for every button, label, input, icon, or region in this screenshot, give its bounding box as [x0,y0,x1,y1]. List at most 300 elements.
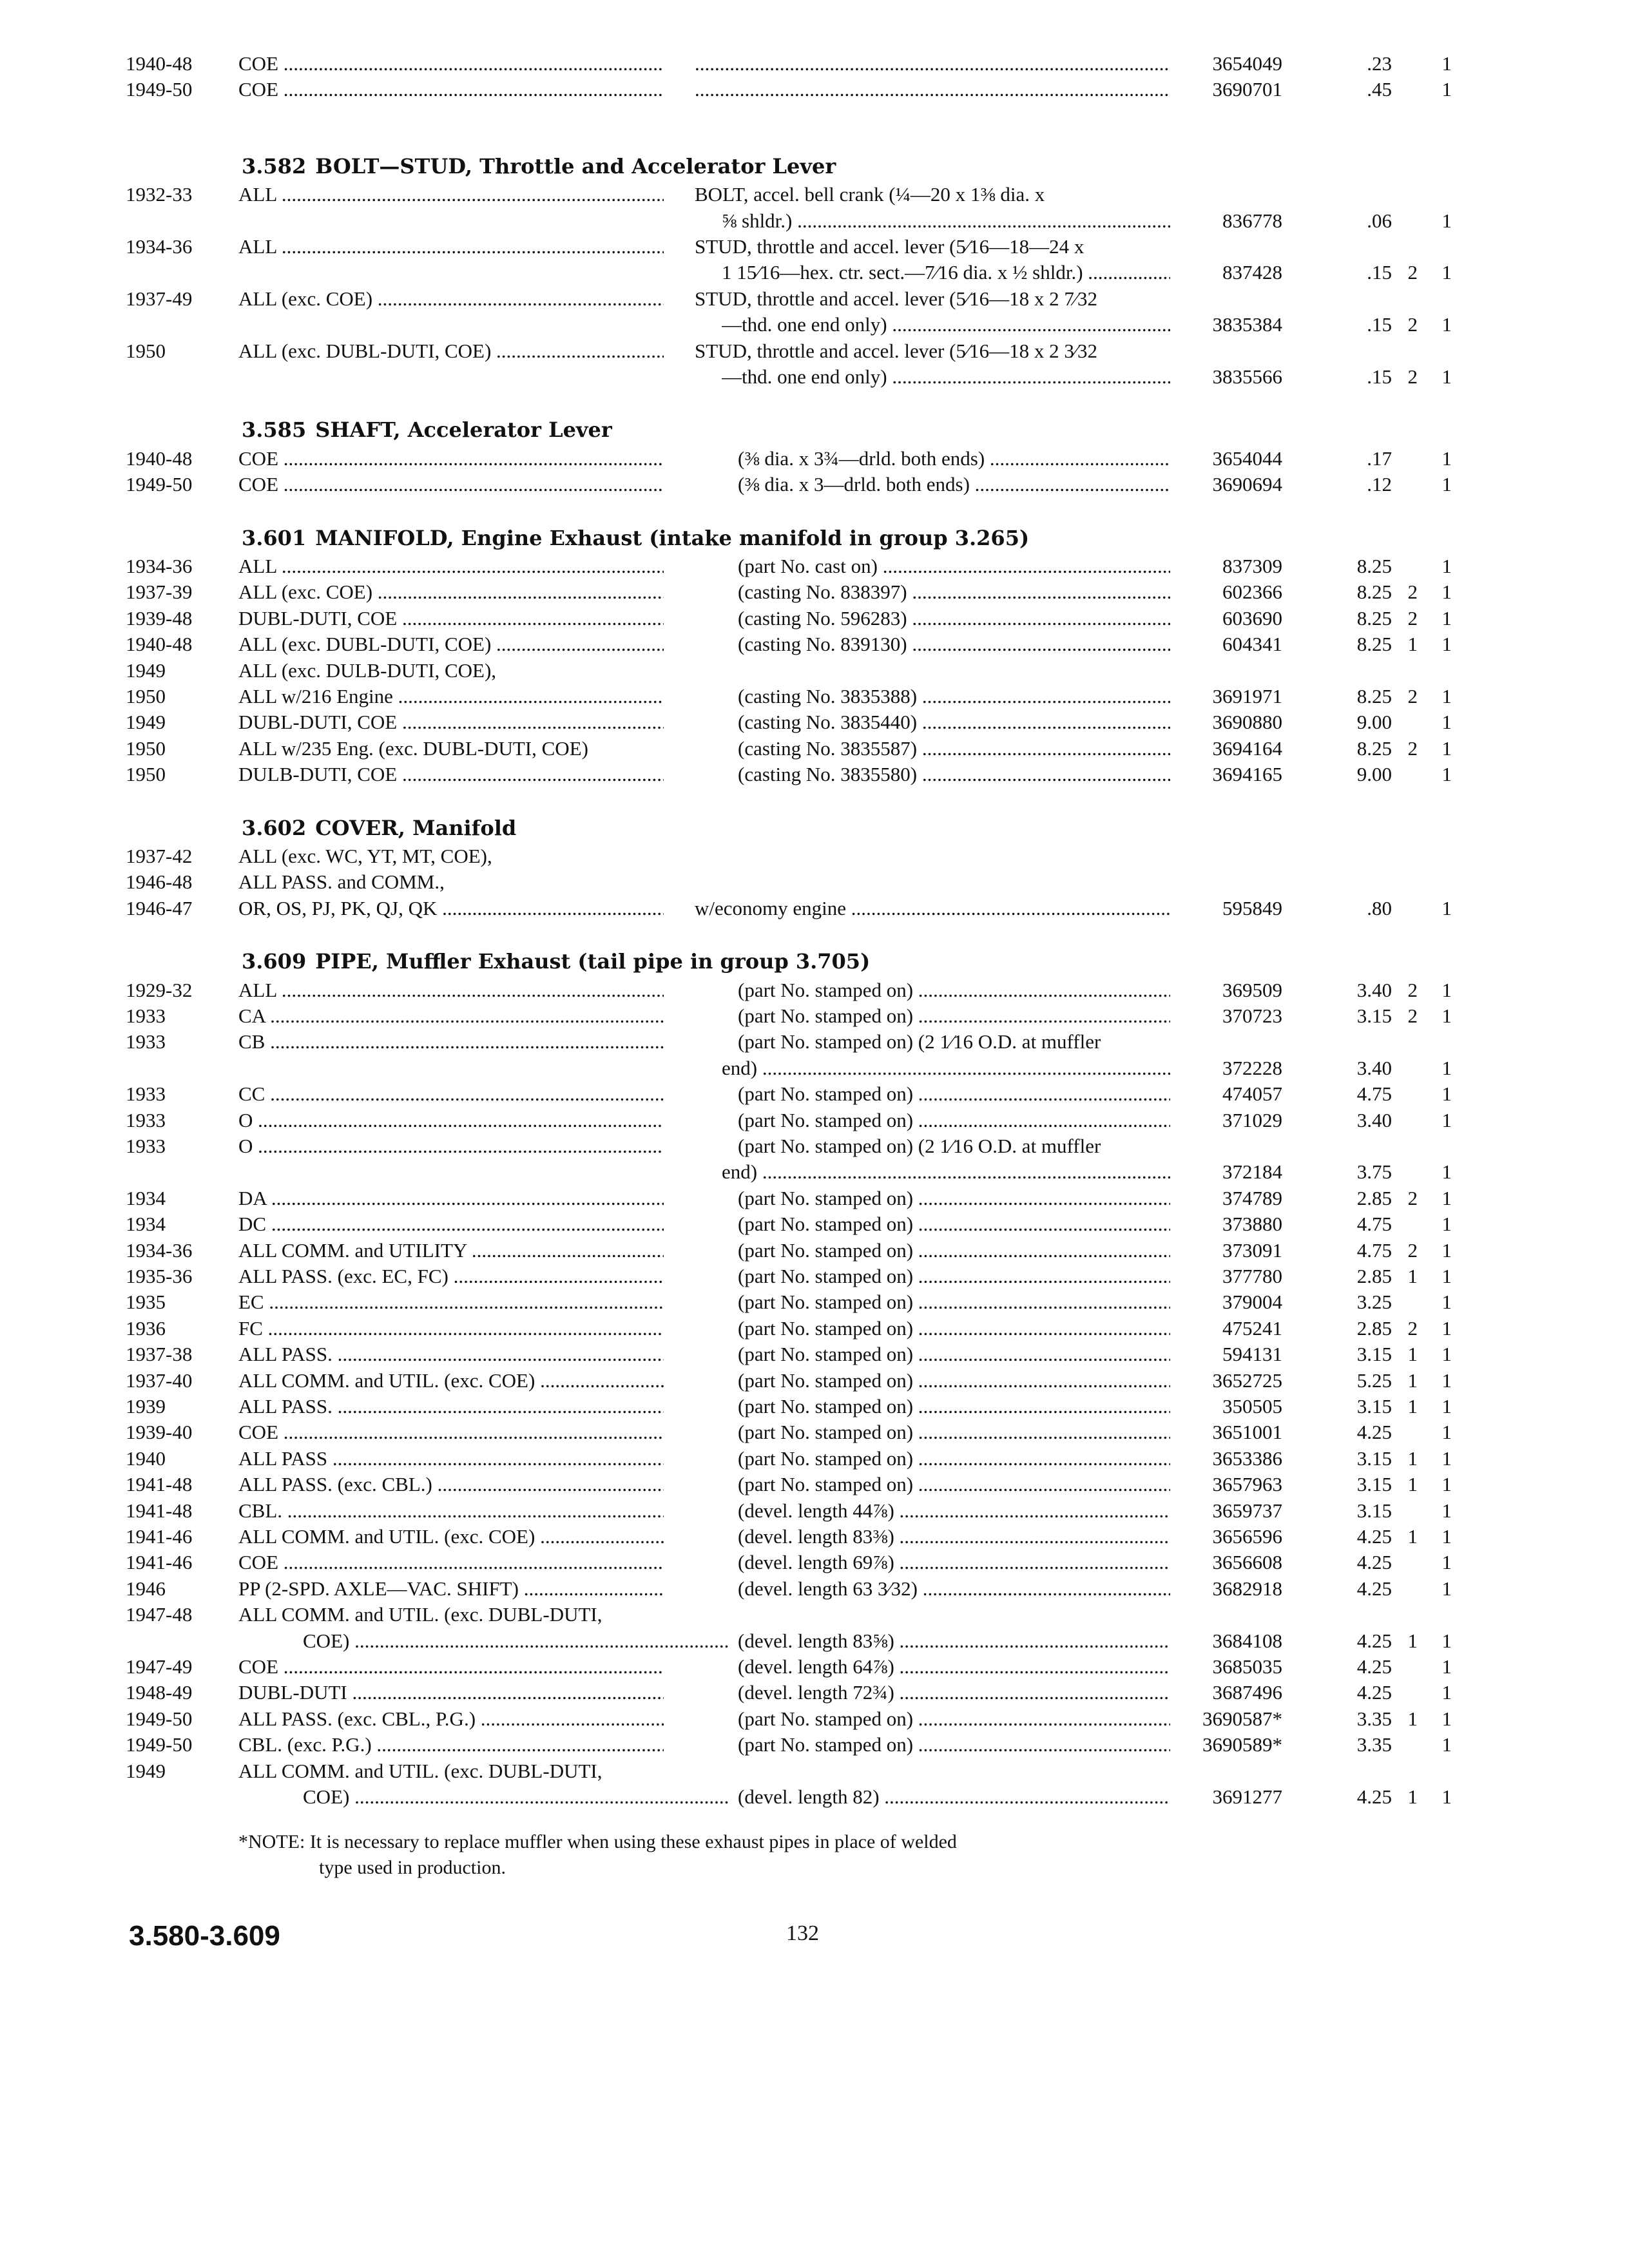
model-applicability: ALL ..... [238,977,664,1003]
part-number: 3656608 [1212,1551,1282,1574]
part-description: (casting No. 838397) ..... [738,579,1170,605]
part-description: (devel. length 44⅞) ..... [738,1498,1170,1524]
model-applicability: ALL PASS. (exc. CBL.) ..... [238,1472,664,1497]
model-applicability: ALL (exc. COE) ..... [238,579,664,605]
year-range: 1933 [126,1135,166,1157]
quantity-column-2: 1 [1441,633,1452,656]
year-range: 1929-32 [126,978,193,1001]
year-range: 1937-39 [126,581,193,604]
model-applicability: DA ..... [238,1186,664,1211]
year-range: 1949 [126,711,166,734]
part-number: 3654049 [1212,52,1282,75]
year-range: 1933 [126,1108,166,1131]
model-applicability: CBL. ..... [238,1498,664,1524]
quantity-column-1: 1 [1407,1369,1418,1392]
model-applicability: DUBL-DUTI ..... [238,1680,664,1706]
section-heading [242,153,836,179]
part-number: 371029 [1222,1108,1282,1131]
year-range: 1941-46 [126,1551,193,1574]
list-price: 3.15 [1356,1004,1392,1027]
list-price: 3.15 [1356,1499,1392,1522]
part-description: (⅜ dia. x 3¾—drld. both ends) ..... [738,446,1170,472]
model-applicability: DUBL-DUTI, COE ..... [238,709,664,735]
section-number: 3.602 [242,815,307,840]
part-number: 3652725 [1212,1369,1282,1392]
list-price: 4.25 [1356,1577,1392,1600]
part-number: 3653386 [1212,1446,1282,1470]
year-range: 1933 [126,1030,166,1053]
part-number: 3690589* [1202,1733,1282,1756]
year-range: 1949-50 [126,1707,193,1730]
part-description: (devel. length 72¾) ..... [738,1680,1170,1706]
model-applicability: ALL COMM. and UTIL. (exc. COE) ..... [238,1368,664,1394]
footnote-continuation: type used in production. [319,1857,506,1878]
model-applicability: COE) ..... [303,1628,728,1654]
quantity-column-1: 1 [1407,1446,1418,1470]
part-description: (part No. stamped on) ..... [738,1186,1170,1211]
model-applicability: ALL (exc. COE) ..... [238,286,664,312]
part-description: (casting No. 3835587) ..... [738,736,1170,762]
year-range: 1939-40 [126,1421,193,1444]
part-number: 837428 [1222,261,1282,284]
model-applicability: ALL PASS. (exc. CBL., P.G.) ..... [238,1706,664,1732]
model-applicability: ALL w/235 Eng. (exc. DUBL-DUTI, COE) [238,736,588,760]
model-applicability: OR, OS, PJ, PK, QJ, QK ..... [238,896,664,921]
quantity-column-2: 1 [1441,1629,1452,1652]
quantity-column-2: 1 [1441,1343,1452,1366]
model-applicability: ALL PASS. (exc. EC, FC) ..... [238,1264,664,1289]
list-price: 2.85 [1356,1265,1392,1287]
part-description: ⅝ shldr.) ..... [722,208,1170,234]
list-price: 3.15 [1356,1446,1392,1470]
year-range: 1950 [126,339,166,362]
year-range: 1941-48 [126,1473,193,1496]
model-applicability: ALL PASS. ..... [238,1341,664,1367]
model-applicability: O ..... [238,1108,664,1133]
year-range: 1948-49 [126,1681,193,1704]
part-description: —thd. one end only) ..... [722,364,1170,390]
quantity-column-2: 1 [1441,1681,1452,1704]
model-applicability: CBL. (exc. P.G.) ..... [238,1732,664,1758]
quantity-column-1: 2 [1407,606,1418,629]
list-price: 4.75 [1356,1213,1392,1236]
quantity-column-1: 2 [1407,261,1418,284]
quantity-column-1: 2 [1407,581,1418,604]
list-price: .06 [1367,209,1392,232]
section-number: 3.601 [242,525,307,550]
year-range: 1949 [126,1759,166,1782]
quantity-column-2: 1 [1441,1473,1452,1496]
list-price: 3.40 [1356,1108,1392,1131]
section-heading [242,417,612,443]
part-number: 603690 [1222,606,1282,629]
year-range: 1940-48 [126,447,193,470]
list-price: .12 [1367,473,1392,496]
model-applicability: ALL COMM. and UTILITY ..... [238,1238,664,1264]
part-number: 836778 [1222,209,1282,232]
section-title: PIPE, Muffler Exhaust (tail pipe in group 3.705) [315,949,871,974]
list-price: 9.00 [1356,711,1392,734]
list-price: 2.85 [1356,1186,1392,1209]
part-number: 3687496 [1212,1681,1282,1704]
list-price: .15 [1367,365,1392,388]
part-number: 373880 [1222,1213,1282,1236]
part-number: 350505 [1222,1395,1282,1418]
part-number: 3690880 [1212,711,1282,734]
quantity-column-1: 2 [1407,978,1418,1001]
list-price: 8.25 [1356,606,1392,629]
section-title: BOLT—STUD, Throttle and Accelerator Lever [315,153,836,178]
year-range: 1935-36 [126,1265,193,1287]
list-price: 3.15 [1356,1395,1392,1418]
list-price: 4.25 [1356,1421,1392,1444]
list-price: 4.25 [1356,1785,1392,1808]
year-range: 1940 [126,1446,166,1470]
model-applicability: ALL (exc. DUBL-DUTI, COE) ..... [238,338,664,364]
year-range: 1940-48 [126,633,193,656]
model-applicability: CA ..... [238,1003,664,1029]
part-number: 373091 [1222,1238,1282,1262]
year-range: 1940-48 [126,52,193,75]
part-description: (devel. length 83⅝) ..... [738,1628,1170,1654]
quantity-column-1: 2 [1407,313,1418,336]
model-applicability: ALL COMM. and UTIL. (exc. COE) ..... [238,1524,664,1550]
quantity-column-2: 1 [1441,763,1452,786]
part-number: 372228 [1222,1056,1282,1079]
part-number: 369509 [1222,978,1282,1001]
part-description: (devel. length 64⅞) ..... [738,1654,1170,1680]
part-description: (part No. stamped on) ..... [738,1316,1170,1341]
part-description: (devel. length 83⅜) ..... [738,1524,1170,1550]
model-applicability: ALL ..... [238,553,664,579]
part-number: 3694165 [1212,763,1282,786]
part-number: 595849 [1222,896,1282,919]
part-description: (devel. length 63 3⁄32) ..... [738,1576,1170,1602]
list-price: .17 [1367,447,1392,470]
section-heading [242,815,516,841]
quantity-column-1: 1 [1407,1265,1418,1287]
list-price: .80 [1367,896,1392,919]
model-applicability: PP (2-SPD. AXLE—VAC. SHIFT) ..... [238,1576,664,1602]
part-description: (casting No. 3835440) ..... [738,709,1170,735]
quantity-column-1: 2 [1407,1186,1418,1209]
model-applicability: COE ..... [238,77,664,102]
year-range: 1937-42 [126,845,193,867]
part-description: (part No. stamped on) ..... [738,1211,1170,1237]
model-applicability: ALL w/216 Engine ..... [238,684,664,709]
part-description: (part No. stamped on) ..... [738,1341,1170,1367]
year-range: 1941-48 [126,1499,193,1522]
quantity-column-1: 1 [1407,1395,1418,1418]
part-number: 3691277 [1212,1785,1282,1808]
list-price: 8.25 [1356,633,1392,656]
quantity-column-2: 1 [1441,1213,1452,1236]
part-description: (casting No. 839130) ..... [738,631,1170,657]
list-price: 8.25 [1356,736,1392,760]
quantity-column-1: 2 [1407,685,1418,707]
part-description: (devel. length 82) ..... [738,1784,1170,1810]
model-applicability: ALL (exc. DUBL-DUTI, COE) ..... [238,631,664,657]
part-number: 3690701 [1212,78,1282,101]
part-description: 1 15⁄16—hex. ctr. sect.—7⁄16 dia. x ½ shldr.) ..... [722,260,1170,285]
year-range: 1949-50 [126,78,193,101]
quantity-column-2: 1 [1441,447,1452,470]
part-description: (part No. stamped on) ..... [738,1472,1170,1497]
year-range: 1935 [126,1291,166,1314]
part-description: (part No. stamped on) ..... [738,1238,1170,1264]
part-number: 475241 [1222,1316,1282,1340]
model-applicability: FC ..... [238,1316,664,1341]
quantity-column-2: 1 [1441,1108,1452,1131]
quantity-column-2: 1 [1441,1316,1452,1340]
quantity-column-2: 1 [1441,261,1452,284]
quantity-column-2: 1 [1441,209,1452,232]
model-applicability: ALL PASS ..... [238,1446,664,1472]
quantity-column-2: 1 [1441,581,1452,604]
part-number: 3690587* [1202,1707,1282,1730]
model-applicability: O ..... [238,1133,664,1159]
model-applicability: DC ..... [238,1211,664,1237]
part-number: 377780 [1222,1265,1282,1287]
part-description: (part No. stamped on) ..... [738,1368,1170,1394]
part-description: (part No. cast on) ..... [738,553,1170,579]
part-description: STUD, throttle and accel. lever (5⁄16—18 x 2 3⁄32 [695,339,1098,362]
part-number: 837309 [1222,555,1282,577]
part-description: (⅜ dia. x 3—drld. both ends) ..... [738,472,1170,497]
part-description: STUD, throttle and accel. lever (5⁄16—18—24 x [695,235,1084,258]
part-description: (part No. stamped on) ..... [738,1264,1170,1289]
list-price: 3.40 [1356,1056,1392,1079]
part-number: 3835384 [1212,313,1282,336]
model-applicability: COE) ..... [303,1784,728,1810]
model-applicability: DUBL-DUTI, COE ..... [238,606,664,631]
list-price: 3.25 [1356,1291,1392,1314]
list-price: 4.25 [1356,1551,1392,1574]
part-number: 3657963 [1212,1473,1282,1496]
quantity-column-1: 2 [1407,1316,1418,1340]
part-number: 3682918 [1212,1577,1282,1600]
part-description: (part No. stamped on) ..... [738,1289,1170,1315]
year-range: 1946-47 [126,896,193,919]
list-price: 4.25 [1356,1655,1392,1678]
list-price: .23 [1367,52,1392,75]
list-price: 3.75 [1356,1160,1392,1184]
year-range: 1950 [126,763,166,786]
year-range: 1936 [126,1316,166,1340]
part-description: BOLT, accel. bell crank (¼—20 x 1⅜ dia. x [695,183,1045,206]
year-range: 1932-33 [126,183,193,206]
quantity-column-1: 2 [1407,1238,1418,1262]
list-price: 2.85 [1356,1316,1392,1340]
quantity-column-1: 1 [1407,1343,1418,1366]
quantity-column-2: 1 [1441,1004,1452,1027]
year-range: 1939 [126,1395,166,1418]
part-number: 3651001 [1212,1421,1282,1444]
quantity-column-2: 1 [1441,1577,1452,1600]
quantity-column-1: 1 [1407,1785,1418,1808]
part-number: 3835566 [1212,365,1282,388]
model-applicability: ALL (exc. DULB-DUTI, COE), [238,658,497,682]
quantity-column-1: 2 [1407,736,1418,760]
quantity-column-2: 1 [1441,1291,1452,1314]
year-range: 1934-36 [126,1238,193,1262]
quantity-column-2: 1 [1441,1056,1452,1079]
part-description [695,51,1170,77]
list-price: 3.35 [1356,1733,1392,1756]
part-description: end) ..... [722,1055,1170,1081]
model-applicability: COE ..... [238,1654,664,1680]
quantity-column-2: 1 [1441,1655,1452,1678]
year-range: 1939-48 [126,606,193,629]
section-number: 3.585 [242,418,307,443]
quantity-column-1: 1 [1407,1707,1418,1730]
list-price: 4.75 [1356,1238,1392,1262]
section-title: COVER, Manifold [315,815,517,840]
section-number: 3.609 [242,949,307,974]
footnote: *NOTE: It is necessary to replace muffler when using these exhaust pipes in place of welded [238,1831,957,1852]
part-description: (part No. stamped on) ..... [738,1003,1170,1029]
year-range: 1934 [126,1213,166,1236]
quantity-column-2: 1 [1441,52,1452,75]
list-price: 8.25 [1356,581,1392,604]
part-description: (part No. stamped on) ..... [738,1394,1170,1419]
list-price: 4.25 [1356,1629,1392,1652]
year-range: 1934-36 [126,235,193,258]
quantity-column-2: 1 [1441,1785,1452,1808]
model-applicability: ALL ..... [238,182,664,207]
part-number: 3691971 [1212,685,1282,707]
quantity-column-1: 2 [1407,1004,1418,1027]
year-range: 1933 [126,1082,166,1106]
year-range: 1941-46 [126,1525,193,1548]
model-applicability: ALL PASS. ..... [238,1394,664,1419]
part-number: 594131 [1222,1343,1282,1366]
model-applicability: CC ..... [238,1081,664,1107]
model-applicability: CB ..... [238,1029,664,1055]
part-description: (part No. stamped on) (2 1⁄16 O.D. at muffler [738,1030,1101,1053]
model-applicability: ALL COMM. and UTIL. (exc. DUBL-DUTI, [238,1759,602,1782]
quantity-column-2: 1 [1441,1265,1452,1287]
part-description: (part No. stamped on) ..... [738,1419,1170,1445]
list-price: .15 [1367,261,1392,284]
list-price: 4.25 [1356,1525,1392,1548]
part-number: 3685035 [1212,1655,1282,1678]
quantity-column-2: 1 [1441,736,1452,760]
model-applicability: DULB-DUTI, COE ..... [238,762,664,787]
part-description: (part No. stamped on) ..... [738,1732,1170,1758]
section-title: MANIFOLD, Engine Exhaust (intake manifold in group 3.265) [315,525,1030,550]
part-description [695,77,1170,102]
year-range: 1949-50 [126,1733,193,1756]
footer-section-range: 3.580-3.609 [129,1920,280,1952]
quantity-column-2: 1 [1441,1733,1452,1756]
quantity-column-2: 1 [1441,606,1452,629]
part-description: w/economy engine ..... [695,896,1170,921]
part-number: 3656596 [1212,1525,1282,1548]
quantity-column-2: 1 [1441,365,1452,388]
part-description: end) ..... [722,1159,1170,1185]
part-number: 602366 [1222,581,1282,604]
quantity-column-2: 1 [1441,1082,1452,1106]
quantity-column-1: 1 [1407,1473,1418,1496]
part-description: (part No. stamped on) ..... [738,1446,1170,1472]
part-description: STUD, throttle and accel. lever (5⁄16—18 x 2 7⁄32 [695,287,1098,310]
part-description: (casting No. 596283) ..... [738,606,1170,631]
part-description: (part No. stamped on) ..... [738,1108,1170,1133]
quantity-column-1: 1 [1407,1525,1418,1548]
part-description: (casting No. 3835388) ..... [738,684,1170,709]
part-description: (devel. length 69⅞) ..... [738,1550,1170,1575]
model-applicability: ALL (exc. WC, YT, MT, COE), [238,845,492,867]
list-price: 8.25 [1356,555,1392,577]
year-range: 1933 [126,1004,166,1027]
part-description: (casting No. 3835580) ..... [738,762,1170,787]
quantity-column-2: 1 [1441,1160,1452,1184]
list-price: .15 [1367,313,1392,336]
quantity-column-2: 1 [1441,1421,1452,1444]
quantity-column-2: 1 [1441,78,1452,101]
quantity-column-2: 1 [1441,1499,1452,1522]
list-price: 5.25 [1356,1369,1392,1392]
part-description: (part No. stamped on) ..... [738,1706,1170,1732]
part-description: (part No. stamped on) ..... [738,1081,1170,1107]
model-applicability: ALL ..... [238,234,664,260]
quantity-column-2: 1 [1441,1238,1452,1262]
section-number: 3.582 [242,153,307,178]
quantity-column-2: 1 [1441,1551,1452,1574]
section-heading [242,525,1029,551]
year-range: 1950 [126,685,166,707]
model-applicability: COE ..... [238,51,664,77]
part-number: 374789 [1222,1186,1282,1209]
quantity-column-2: 1 [1441,685,1452,707]
quantity-column-2: 1 [1441,1395,1452,1418]
list-price: 4.75 [1356,1082,1392,1106]
quantity-column-1: 2 [1407,365,1418,388]
year-range: 1946 [126,1577,166,1600]
model-applicability: ALL PASS. and COMM., [238,870,445,894]
part-number: 372184 [1222,1160,1282,1184]
part-number: 3684108 [1212,1629,1282,1652]
part-description: (part No. stamped on) (2 1⁄16 O.D. at muffler [738,1135,1101,1157]
year-range: 1947-49 [126,1655,193,1678]
year-range: 1937-49 [126,287,193,310]
quantity-column-2: 1 [1441,555,1452,577]
year-range: 1934-36 [126,555,193,577]
quantity-column-2: 1 [1441,1369,1452,1392]
model-applicability: EC ..... [238,1289,664,1315]
model-applicability: COE ..... [238,1419,664,1445]
model-applicability: ALL COMM. and UTIL. (exc. DUBL-DUTI, [238,1603,602,1626]
year-range: 1949-50 [126,473,193,496]
year-range: 1934 [126,1186,166,1209]
quantity-column-1: 1 [1407,633,1418,656]
quantity-column-2: 1 [1441,896,1452,919]
list-price: 8.25 [1356,685,1392,707]
list-price: .45 [1367,78,1392,101]
part-number: 379004 [1222,1291,1282,1314]
year-range: 1946-48 [126,870,193,894]
part-number: 3659737 [1212,1499,1282,1522]
year-range: 1937-38 [126,1343,193,1366]
part-number: 3690694 [1212,473,1282,496]
quantity-column-2: 1 [1441,711,1452,734]
part-number: 474057 [1222,1082,1282,1106]
quantity-column-2: 1 [1441,313,1452,336]
part-number: 3694164 [1212,736,1282,760]
section-title: SHAFT, Accelerator Lever [315,418,612,443]
quantity-column-2: 1 [1441,1446,1452,1470]
